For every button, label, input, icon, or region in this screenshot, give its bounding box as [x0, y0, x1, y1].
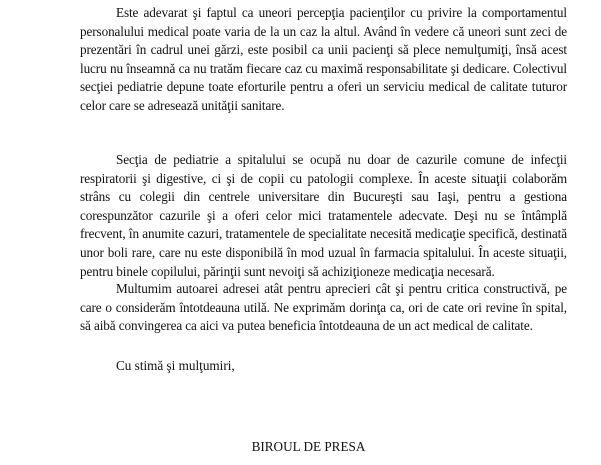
signature-block: BIROUL DE PRESA	[251, 439, 366, 454]
body-paragraph-3: Multumim autoarei adresei atât pentru aprecieri cât şi pentru critica constructivă, pe care o considerăm întotdeauna utilă. Ne exprimăm dorinţa ca, ori de cate ori revine în spital, să aibă convingerea ca aici va putea beneficia întotdeauna de un act medical de calitate.	[80, 281, 567, 334]
closing-line: Cu stimă şi mulţumiri,	[116, 358, 235, 373]
body-paragraph-2: Secţia de pediatrie a spitalului se ocupă nu doar de cazurile comune de infecţii respiratorii şi digestive, ci şi de copii cu patologii complexe. În aceste situaţii colaborăm strâns cu colegii din centrele universitare din Bucureşti sau Iaşi, pentru a gestiona corespunzător cazurile şi a oferi celor mici tratamentele adecvate. Deşi nu se întâmplă frecvent, în anumite cazuri, tratamentele de specialitate necesită medicaţie specifică, destinată unor boli rare, care nu este disponibilă în mod uzual în farmacia spitalului. În aceste situaţii, pentru binele copilului, părinţii sunt nevoiţi să achiziţioneze medicaţia necesară.	[80, 152, 567, 279]
body-paragraph-1: Este adevarat şi faptul ca uneori percepţia pacienţilor cu privire la comportamentul personalului medical poate varia de la un caz la altul. Având în vedere că uneori sunt zeci de prezentări în cadrul unei gărzi, este posibil ca unii pacienţi să plece nemulţumiţi, însă acest lucru nu înseamnă ca nu tratăm fiecare caz cu maximă responsabilitate şi dedicare. Colectivul secţiei pediatrie depune toate eforturile pentru a oferi un serviciu medical de calitate tuturor celor care se adresează unităţii sanitare.	[80, 5, 567, 113]
